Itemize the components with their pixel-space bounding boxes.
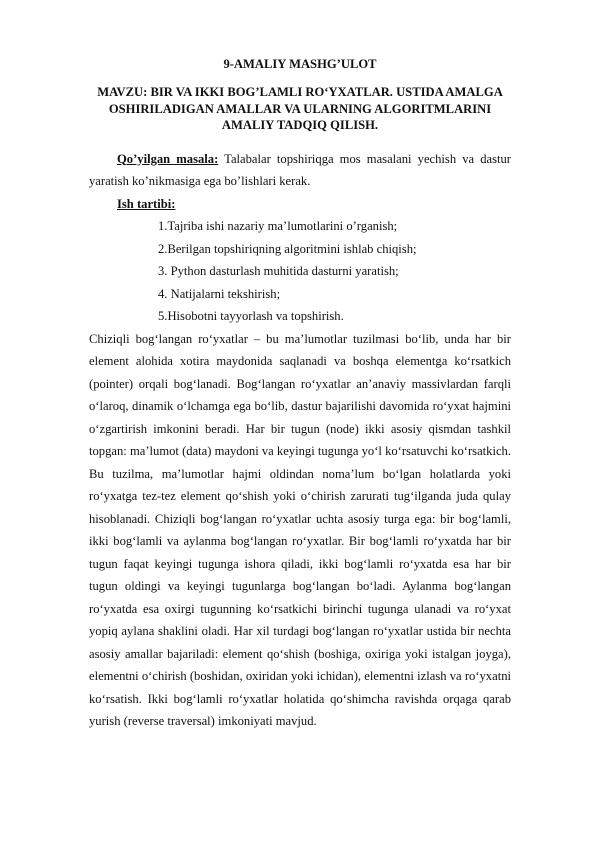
task-label: Qo’yilgan masala: (117, 151, 219, 166)
procedure-step: 1.Tajriba ishi nazariy ma’lumotlarini o’rganish; (158, 219, 398, 233)
task-text: Talabalar topshiriqga mos masalani yechish va dastur yaratish ko’nikmasiga ega bo’lishlari kerak. (89, 151, 511, 188)
document-title: 9-AMALIY MASHG’ULOT (223, 57, 377, 71)
task-paragraph (89, 148, 511, 193)
procedure-step: 3. Python dasturlash muhitida dasturni yaratish; (158, 264, 399, 278)
procedure-step: 4. Natijalarni tekshirish; (158, 286, 281, 301)
procedure-step: 2.Berilgan topshiriqning algoritmini ishlab chiqish; (158, 241, 417, 256)
procedure-heading (117, 193, 511, 216)
procedure-step: 5.Hisobotni tayyorlash va topshirish. (158, 309, 344, 323)
document-subject: MAVZU: BIR VA IKKI BOG’LAMLI RO‘YXATLAR. USTIDA AMALGA OSHIRILADIGAN AMALLAR VA ULARNING ALGORITMLARINI AMALIY TADQIQ QILISH. (97, 85, 503, 132)
procedure-steps (158, 215, 511, 328)
body-paragraph: Chiziqli bog‘langan ro‘yxatlar – bu ma’lumotlar tuzilmasi bo‘lib, unda har bir element alohida xotira maydonida saqlanadi va boshqa elementga ko‘rsatkich (pointer) orqali bog‘lanadi. Bog‘langan ro‘yxatlar an’anaviy massivlardan farqli o‘laroq, dinamik o‘lchamga ega bo‘lib, dastur bajarilishi davomida ro‘yxat hajmini o‘zgartirish imkonini beradi. Har bir tugun (node) ikki asosiy qismdan tashkil topgan: ma’lumot (data) maydoni va keyingi tugunga yo‘l ko‘rsatuvchi ko‘rsatkich. Bu tuzilma, ma’lumotlar hajmi oldindan noma’lum bo‘lgan holatlarda yoki ro‘yxatga tez-tez element qo‘shish yoki o‘chirish zarurati tug‘ilganda juda qulay hisoblanadi. Chiziqli bog‘langan ro‘yxatlar uchta asosiy turga ega: bir bog‘lamli, ikki bog‘lamli va aylanma bog‘langan ro‘yxatlar. Bir bog‘lamli ro‘yxatda har bir tugun faqat keyingi tugunga ishora qiladi, ikki bog‘lamli ro‘yxatda esa har bir tugun oldingi va keyingi tugunlarga bog‘langan bo‘ladi. Aylanma bog‘langan ro‘yxatda esa oxirgi tugunning ko‘rsatkichi birinchi tugunga ulanadi va ro‘yxat yopiq aylana shaklini oladi. Har xil turdagi bog‘langan ro‘yxatlar ustida bir nechta asosiy amallar bajariladi: element qo‘shish (boshiga, oxiriga yoki istalgan joyga), elementni o‘chirish (boshidan, oxiridan yoki ichidan), elementni izlash va ro‘yxatni ko‘rsatish. Ikki bog‘lamli ro‘yxatlar holatida qo‘shimcha ravishda orqaga qarab yurish (reverse traversal) imkoniyati mavjud. (89, 331, 511, 728)
document-page (89, 56, 511, 733)
procedure-label: Ish tartibi: (117, 196, 176, 211)
